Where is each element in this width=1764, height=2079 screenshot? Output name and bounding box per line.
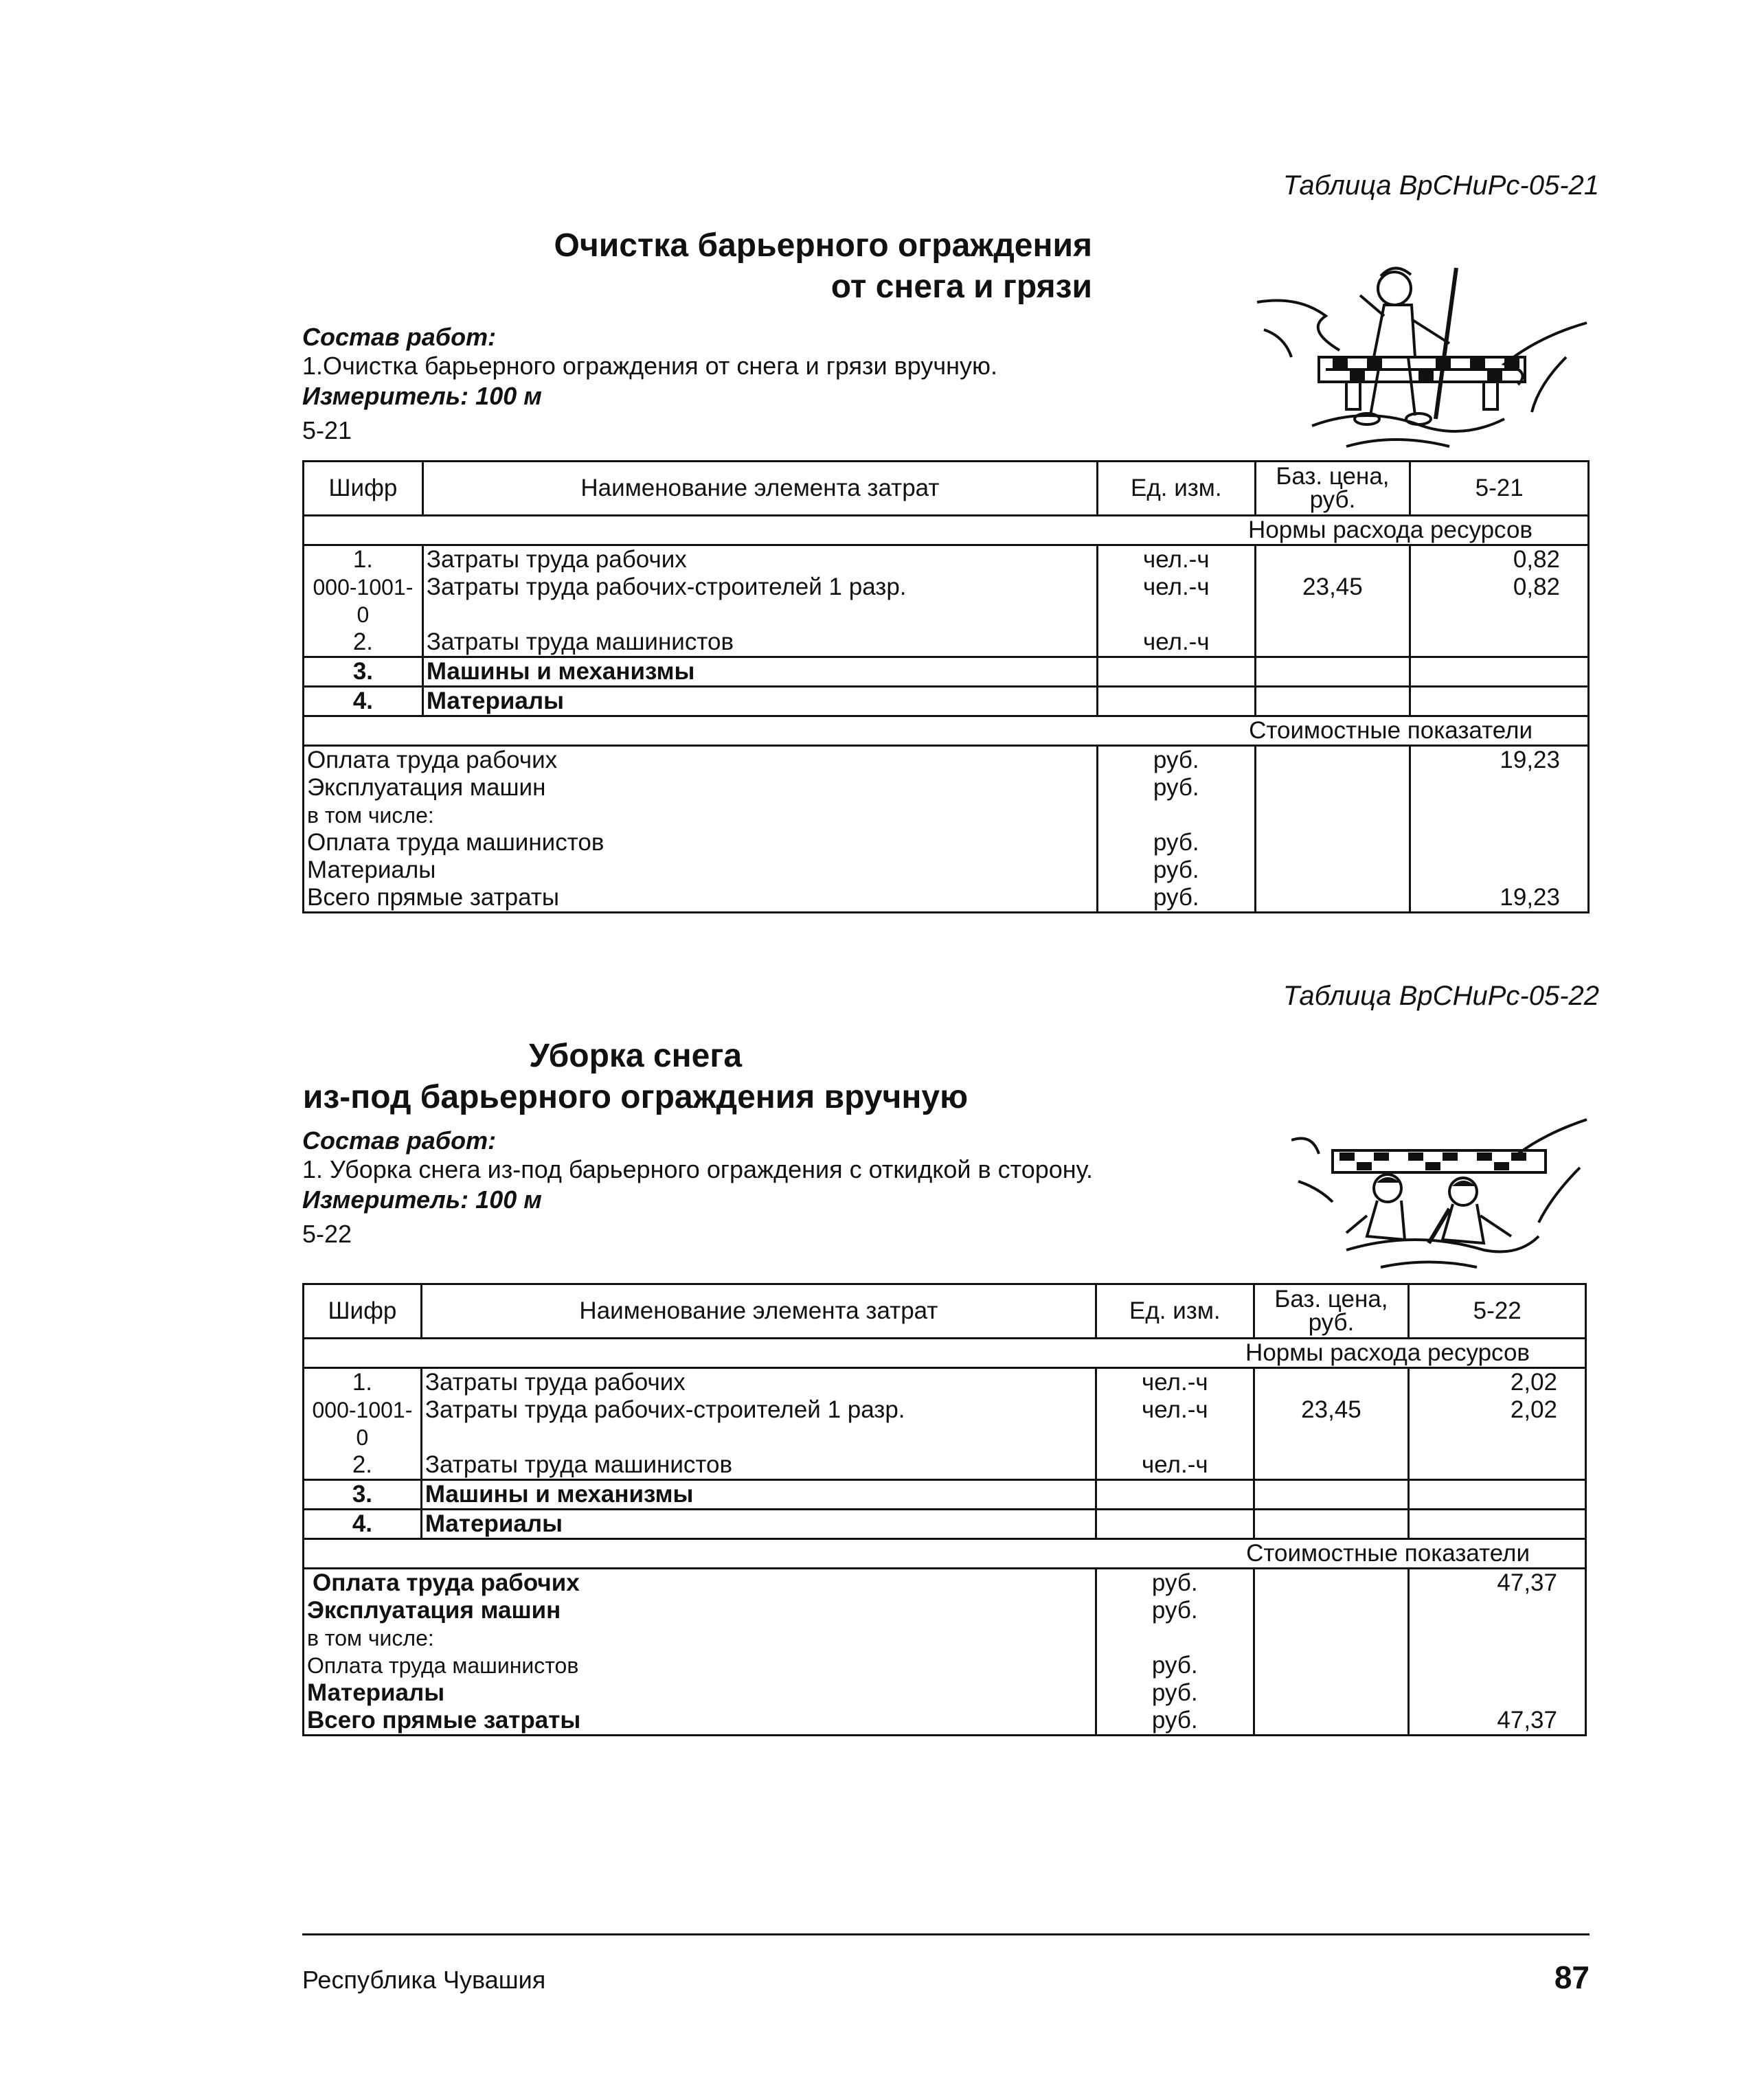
row-unit: чел.-ч <box>1097 545 1255 574</box>
row-name: Затраты труда рабочих-строителей 1 разр. <box>422 573 1097 628</box>
table-label: Таблица ВрСНиРс-05-21 <box>1282 170 1599 201</box>
cost-value <box>1409 1597 1586 1624</box>
composition-heading: Состав работ: <box>302 1126 497 1155</box>
cost-value <box>1410 856 1589 884</box>
section-row-norms <box>304 516 1589 545</box>
row-value: 2,02 <box>1409 1368 1586 1397</box>
footer-rule <box>302 1933 1590 1935</box>
cost-unit: руб. <box>1096 1652 1254 1679</box>
header-code: Шифр <box>304 462 423 516</box>
cost-name: в том числе: <box>304 802 1098 829</box>
cost-value: 19,23 <box>1410 884 1589 913</box>
cost-row <box>304 1624 1586 1652</box>
row-name: Затраты труда машинистов <box>421 1451 1096 1480</box>
cost-unit: руб. <box>1096 1707 1254 1736</box>
row-price <box>1254 1368 1409 1397</box>
cost-row <box>304 829 1589 856</box>
table-code: 5-22 <box>302 1220 352 1248</box>
row-value <box>1409 1480 1586 1510</box>
section-title <box>0 1036 1072 1118</box>
row-value <box>1409 1510 1586 1539</box>
header-price: Баз. цена, руб. <box>1254 1284 1409 1339</box>
cost-value: 47,37 <box>1409 1569 1586 1598</box>
row-name: Затраты труда рабочих <box>422 545 1097 574</box>
cost-row <box>304 1597 1586 1624</box>
cost-unit: руб. <box>1096 1569 1254 1598</box>
cost-unit: руб. <box>1096 1679 1254 1707</box>
cost-value <box>1410 829 1589 856</box>
cost-name: Материалы <box>304 856 1098 884</box>
row-code: 4. <box>304 1510 422 1539</box>
cost-price <box>1254 1597 1409 1624</box>
row-unit <box>1097 657 1255 687</box>
cost-price <box>1255 746 1410 775</box>
cost-row <box>304 802 1589 829</box>
row-code: 4. <box>304 687 423 716</box>
cost-price <box>1254 1569 1409 1598</box>
cost-row <box>304 1569 1586 1598</box>
row-code: 000-1001-0 <box>304 573 423 628</box>
table-row <box>304 687 1589 716</box>
cost-name: Эксплуатация машин <box>304 1597 1096 1624</box>
section-label: Стоимостные показатели <box>304 716 1589 746</box>
cost-unit <box>1097 802 1255 829</box>
cost-name: Эксплуатация машин <box>304 774 1098 802</box>
row-value: 2,02 <box>1409 1396 1586 1451</box>
cost-price <box>1254 1679 1409 1707</box>
cost-row <box>304 774 1589 802</box>
row-unit: чел.-ч <box>1097 573 1255 628</box>
row-price: 23,45 <box>1254 1396 1409 1451</box>
header-name: Наименование элемента затрат <box>421 1284 1096 1339</box>
table-code: 5-21 <box>302 416 352 444</box>
row-price <box>1255 687 1410 716</box>
cost-value <box>1410 802 1589 829</box>
composition-heading: Состав работ: <box>302 323 497 351</box>
cost-unit <box>1096 1624 1254 1652</box>
row-code: 3. <box>304 657 423 687</box>
cost-row-total <box>304 1707 1586 1736</box>
row-unit <box>1097 687 1255 716</box>
row-code: 2. <box>304 1451 422 1480</box>
section-label: Стоимостные показатели <box>304 1539 1586 1569</box>
row-value <box>1410 687 1589 716</box>
cost-value <box>1409 1679 1586 1707</box>
row-price <box>1254 1451 1409 1480</box>
table-row <box>304 1396 1586 1451</box>
table-row <box>304 1480 1586 1510</box>
cost-name: Оплата труда рабочих <box>304 1569 1096 1598</box>
row-unit: чел.-ч <box>1097 628 1255 657</box>
row-unit: чел.-ч <box>1096 1368 1254 1397</box>
row-value <box>1409 1451 1586 1480</box>
row-unit: чел.-ч <box>1096 1396 1254 1451</box>
title-line-2: от снега и грязи <box>830 269 1092 305</box>
cost-name: Всего прямые затраты <box>304 884 1098 913</box>
worker-cleaning-barrier-illustration <box>1243 254 1601 453</box>
row-value: 0,82 <box>1410 545 1589 574</box>
cost-name: Всего прямые затраты <box>304 1707 1096 1736</box>
norms-table <box>302 1283 1587 1736</box>
cost-value <box>1410 774 1589 802</box>
cost-price <box>1255 802 1410 829</box>
row-value: 0,82 <box>1410 573 1589 628</box>
row-code: 1. <box>304 1368 422 1397</box>
table-row <box>304 628 1589 657</box>
cost-name: в том числе: <box>304 1624 1096 1652</box>
header-norm: 5-22 <box>1409 1284 1586 1339</box>
cost-unit: руб. <box>1097 829 1255 856</box>
page-number: 87 <box>1554 1959 1590 1995</box>
header-code: Шифр <box>304 1284 422 1339</box>
cost-row <box>304 1652 1586 1679</box>
row-price <box>1255 657 1410 687</box>
row-unit: чел.-ч <box>1096 1451 1254 1480</box>
composition-item: 1.Очистка барьерного ограждения от снега и грязи вручную. <box>302 352 997 380</box>
section-row-costs <box>304 716 1589 746</box>
cost-price <box>1254 1707 1409 1736</box>
row-price <box>1255 628 1410 657</box>
composition-item: 1. Уборка снега из-под барьерного ограждения с откидкой в сторону. <box>302 1155 1094 1183</box>
measure-label: Измеритель: 100 м <box>302 1185 542 1214</box>
measure-label: Измеритель: 100 м <box>302 382 542 410</box>
row-name: Машины и механизмы <box>421 1480 1096 1510</box>
row-price <box>1255 545 1410 574</box>
row-value <box>1410 628 1589 657</box>
cost-price <box>1255 884 1410 913</box>
cost-name: Оплата труда машинистов <box>304 829 1098 856</box>
cost-row <box>304 1679 1586 1707</box>
cost-unit: руб. <box>1097 746 1255 775</box>
cost-value: 47,37 <box>1409 1707 1586 1736</box>
header-norm: 5-21 <box>1410 462 1589 516</box>
cost-name: Оплата труда рабочих <box>304 746 1098 775</box>
cost-unit: руб. <box>1097 856 1255 884</box>
cost-price <box>1255 774 1410 802</box>
cost-price <box>1255 829 1410 856</box>
title-line-2: из-под барьерного ограждения вручную <box>302 1079 969 1115</box>
cost-value: 19,23 <box>1410 746 1589 775</box>
row-name: Материалы <box>421 1510 1096 1539</box>
section-label: Нормы расхода ресурсов <box>304 516 1589 545</box>
cost-price <box>1254 1652 1409 1679</box>
header-price: Баз. цена, руб. <box>1255 462 1410 516</box>
row-price <box>1254 1510 1409 1539</box>
cost-unit: руб. <box>1096 1597 1254 1624</box>
row-code: 3. <box>304 1480 422 1510</box>
footer-region: Республика Чувашия <box>302 1966 546 1994</box>
row-name: Затраты труда рабочих <box>421 1368 1096 1397</box>
table-label: Таблица ВрСНиРс-05-22 <box>1282 981 1599 1011</box>
cost-value <box>1409 1624 1586 1652</box>
row-name: Затраты труда рабочих-строителей 1 разр. <box>421 1396 1096 1451</box>
cost-row-total <box>304 884 1589 913</box>
cost-row <box>304 746 1589 775</box>
table-row <box>304 573 1589 628</box>
norms-table <box>302 460 1590 913</box>
header-unit: Ед. изм. <box>1097 462 1255 516</box>
table-row <box>304 1368 1586 1397</box>
title-line-1: Очистка барьерного ограждения <box>554 227 1092 264</box>
table-header-row <box>304 462 1589 516</box>
cost-price <box>1254 1624 1409 1652</box>
cost-unit: руб. <box>1097 774 1255 802</box>
cost-value <box>1409 1652 1586 1679</box>
table-row <box>304 545 1589 574</box>
header-name: Наименование элемента затрат <box>422 462 1097 516</box>
section-row-costs <box>304 1539 1586 1569</box>
workers-shoveling-snow-illustration <box>1291 1113 1594 1271</box>
row-price: 23,45 <box>1255 573 1410 628</box>
section-row-norms <box>304 1339 1586 1368</box>
row-code: 1. <box>304 545 423 574</box>
row-code: 2. <box>304 628 423 657</box>
row-name: Затраты труда машинистов <box>422 628 1097 657</box>
table-row <box>304 657 1589 687</box>
row-code: 000-1001-0 <box>304 1396 422 1451</box>
header-unit: Ед. изм. <box>1096 1284 1254 1339</box>
title-line-1: Уборка снега <box>528 1038 743 1074</box>
table-row <box>304 1451 1586 1480</box>
row-value <box>1410 657 1589 687</box>
cost-price <box>1255 856 1410 884</box>
row-name: Машины и механизмы <box>422 657 1097 687</box>
row-name: Материалы <box>422 687 1097 716</box>
row-price <box>1254 1480 1409 1510</box>
cost-row <box>304 856 1589 884</box>
section-label: Нормы расхода ресурсов <box>304 1339 1586 1368</box>
table-header-row <box>304 1284 1586 1339</box>
cost-name: Оплата труда машинистов <box>304 1652 1096 1679</box>
section-title <box>0 225 1092 308</box>
cost-unit: руб. <box>1097 884 1255 913</box>
cost-name: Материалы <box>304 1679 1096 1707</box>
table-row <box>304 1510 1586 1539</box>
row-unit <box>1096 1480 1254 1510</box>
row-unit <box>1096 1510 1254 1539</box>
